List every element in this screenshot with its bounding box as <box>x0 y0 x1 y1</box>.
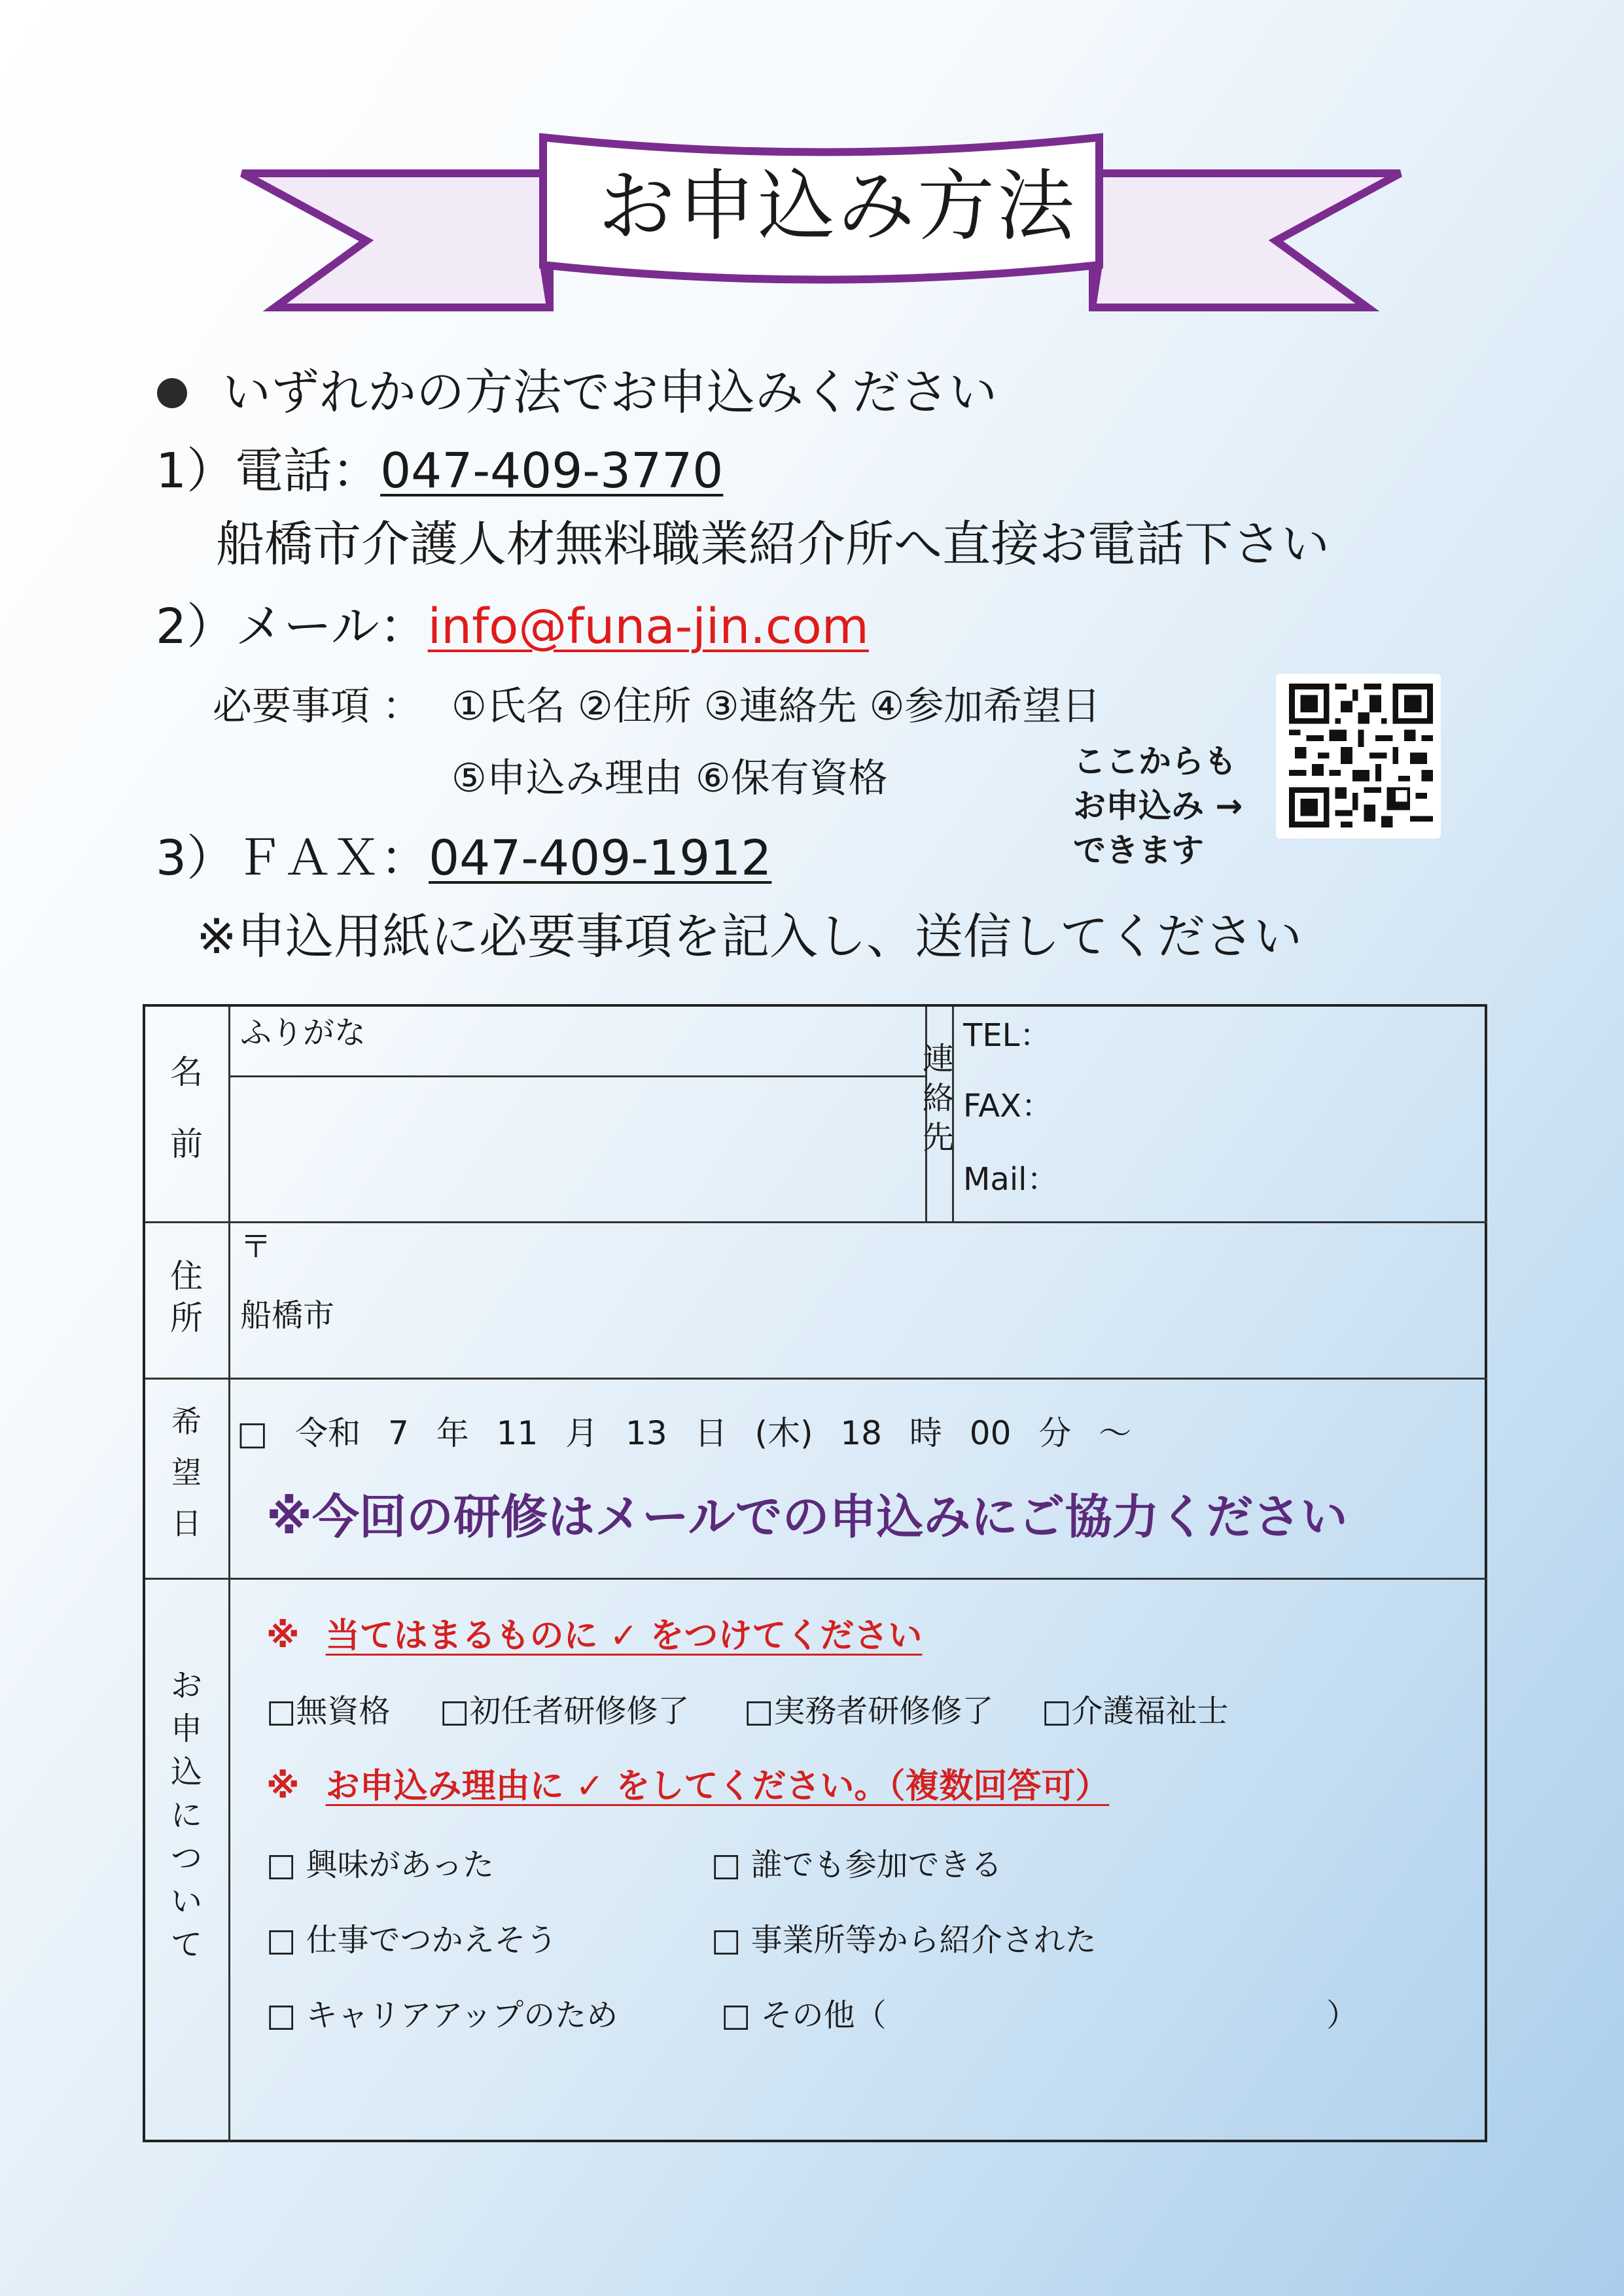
email-line <box>156 594 869 659</box>
intro-text: いずれかの方法でお申込みください <box>222 364 997 421</box>
address-field[interactable] <box>342 1226 1480 1370</box>
reason-option-referral[interactable]: □ 事業所等から紹介された <box>711 1922 1097 1958</box>
phone-note: 船橋市介護人材無料職業紹介所へ直接お電話下さい <box>216 516 1330 572</box>
tel-label: TEL： <box>963 1017 1051 1054</box>
reason-option-interest[interactable]: □ 興味があった <box>266 1847 495 1883</box>
contact-label <box>915 1039 961 1157</box>
apply-label-text: お申込について <box>170 1667 202 1963</box>
reason-option-other[interactable]: □ その他（ <box>721 1997 887 2034</box>
date-note: ※今回の研修はメールでの申込みにご協力ください <box>266 1489 1348 1544</box>
mail-label: Mail： <box>963 1161 1059 1198</box>
bullet-icon <box>157 378 187 408</box>
phone-number[interactable]: 047-409-3770 <box>380 443 724 499</box>
reason-other-close: ） <box>1326 1997 1358 2034</box>
phone-line <box>156 438 723 504</box>
qualification-option-none[interactable]: □無資格 <box>266 1693 391 1730</box>
fax-field[interactable] <box>1074 1085 1480 1144</box>
postal-mark: 〒 <box>240 1228 272 1265</box>
qualification-option-initial[interactable]: □初任者研修修了 <box>440 1693 690 1730</box>
contact-label-text: 連絡先 <box>922 1041 954 1156</box>
date-label-text: 希望日 <box>171 1404 202 1541</box>
mail-field[interactable] <box>1074 1156 1480 1215</box>
reason-option-work[interactable]: □ 仕事でつかえそう <box>266 1922 557 1958</box>
date-option-checkbox[interactable]: □ 令和 7 年 11 月 13 日 (木) 18 時 00 分 ～ <box>237 1414 1132 1452</box>
fax-number[interactable]: 047-409-1912 <box>429 830 772 886</box>
required-label: 必要事項 ： <box>213 684 422 729</box>
fax-label: 3）ＦＡＸ： <box>156 830 429 886</box>
fax-line <box>156 826 771 891</box>
reason-note <box>266 1765 1109 1807</box>
address-label-text: 住所 <box>170 1257 203 1337</box>
page-title: お申込み方法 <box>597 161 1077 251</box>
qr-caption <box>1073 739 1243 873</box>
qualification-option-practitioner[interactable]: □実務者研修修了 <box>744 1693 994 1730</box>
qr-caption-line2: お申込み → <box>1073 787 1243 825</box>
application-form <box>143 1004 1487 2142</box>
phone-label: 1）電話： <box>156 443 381 499</box>
email-label: 2）メール： <box>156 599 428 655</box>
fax-field-label: FAX： <box>963 1088 1053 1124</box>
qr-caption-line1: ここからも <box>1073 742 1237 780</box>
tel-field[interactable] <box>1074 1015 1480 1073</box>
reason-note-mark: ※ <box>266 1767 300 1806</box>
required-items-1: ①氏名 ②住所 ③連絡先 ④参加希望日 <box>451 684 1101 729</box>
qr-caption-line3: できます <box>1073 831 1204 869</box>
reason-note-text: お申込み理由に ✓ をしてください。（複数回答可） <box>325 1767 1110 1806</box>
city-text: 船橋市 <box>240 1297 335 1334</box>
qr-code[interactable] <box>1289 684 1433 827</box>
furigana-label: ふりがな <box>240 1015 366 1051</box>
address-label <box>164 1255 209 1339</box>
name-field[interactable] <box>234 1079 921 1216</box>
qualification-option-care-worker[interactable]: □介護福祉士 <box>1042 1693 1229 1730</box>
email-link[interactable]: info@funa-jin.com <box>427 599 869 655</box>
fax-note: ※申込用紙に必要事項を記入し、送信してください <box>196 909 1303 965</box>
name-label <box>164 1036 209 1180</box>
qualification-note-mark: ※ <box>266 1616 300 1656</box>
qualification-note-text: 当てはまるものに ✓ をつけてください <box>325 1616 923 1656</box>
furigana-field[interactable] <box>234 1013 921 1072</box>
date-label <box>164 1396 209 1549</box>
reason-other-field[interactable] <box>908 1994 1320 2036</box>
reason-option-career[interactable]: □ キャリアアップのため <box>266 1997 618 2034</box>
name-label-text: 名前 <box>170 1053 203 1163</box>
required-items-2: ⑤申込み理由 ⑥保有資格 <box>451 756 888 801</box>
apply-label <box>164 1664 209 1966</box>
qualification-note <box>266 1615 922 1657</box>
reason-option-anyone[interactable]: □ 誰でも参加できる <box>711 1847 1002 1883</box>
